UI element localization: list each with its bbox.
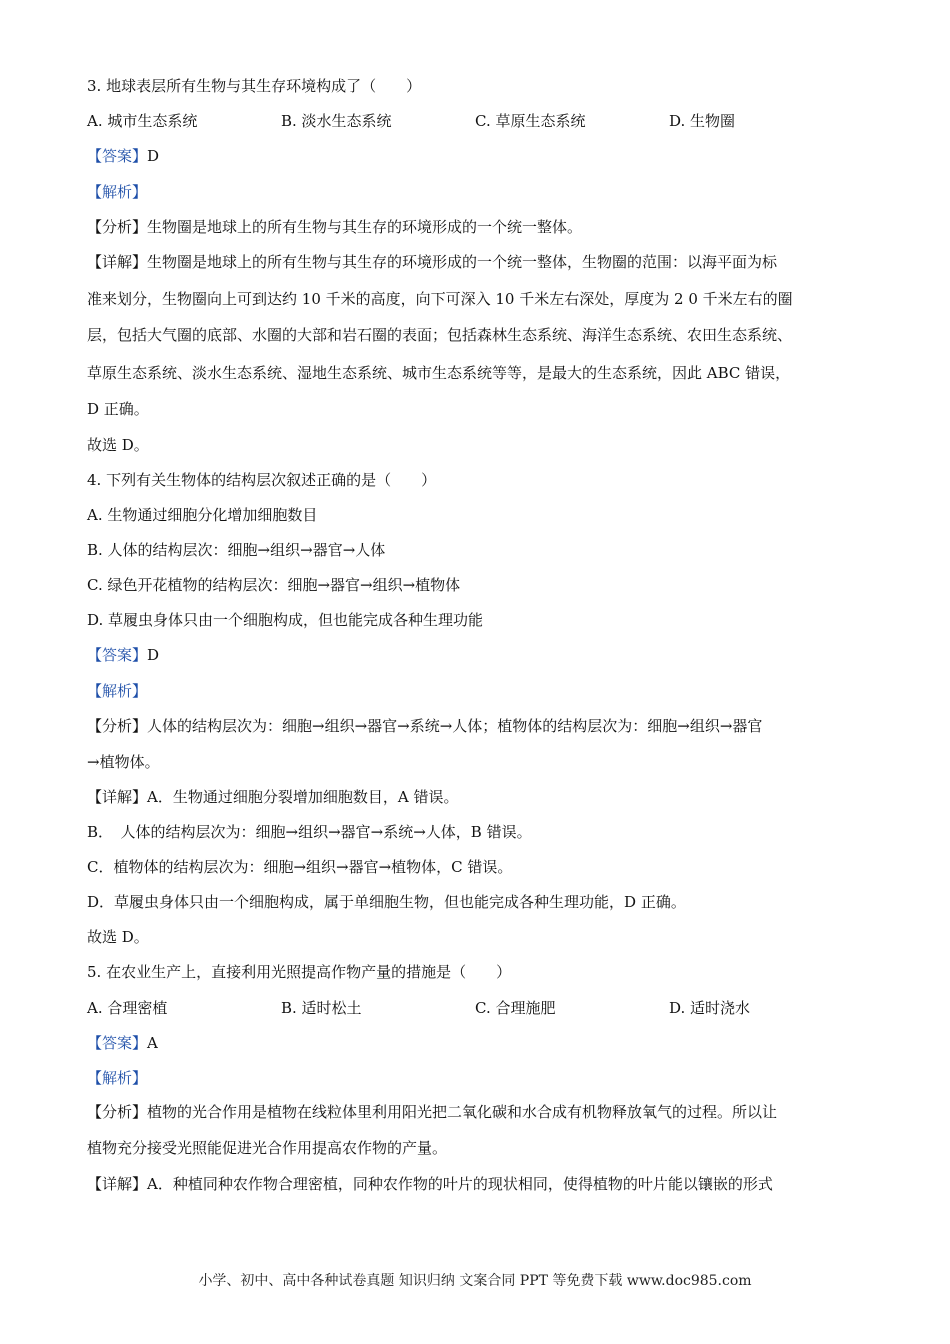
q5-fenxi-line-2: 植物充分接受光照能促进光合作用提高农作物的产量。	[87, 1139, 448, 1157]
fenxi-text: 人体的结构层次为：细胞→组织→器官→系统→人体；植物体的结构层次为：细胞→组织→器官	[147, 717, 763, 735]
answer-tag: 【答案】	[87, 1034, 148, 1052]
q4-conclusion: 故选 D。	[87, 928, 149, 946]
q5-answer	[87, 1033, 158, 1053]
q4-xiangjie-b: B． 人体的结构层次为：细胞→组织→器官→系统→人体，B 错误。	[87, 823, 532, 841]
xiangjie-text: A．生物通过细胞分裂增加细胞数目，A 错误。	[147, 788, 459, 806]
q5-option-a: A. 合理密植	[87, 999, 168, 1017]
q5-option-b: B. 适时松土	[281, 999, 362, 1017]
q5-option-c: C. 合理施肥	[475, 999, 556, 1017]
fenxi-tag: 【分析】	[87, 717, 148, 735]
q4-xiangjie-c: C．植物体的结构层次为：细胞→组织→器官→植物体，C 错误。	[87, 858, 513, 876]
q3-xiangjie-line-5: D 正确。	[87, 400, 149, 418]
q3-option-a: A. 城市生态系统	[87, 112, 198, 130]
q4-option-b: B. 人体的结构层次：细胞→组织→器官→人体	[87, 541, 386, 559]
q4-xiangjie-d: D．草履虫身体只由一个细胞构成，属于单细胞生物，但也能完成各种生理功能，D 正确。	[87, 893, 686, 911]
q4-option-a: A. 生物通过细胞分化增加细胞数目	[87, 506, 318, 524]
answer-tag: 【答案】	[87, 646, 148, 664]
xiangjie-tag: 【详解】	[87, 788, 148, 806]
q3-option-b: B. 淡水生态系统	[281, 112, 392, 130]
q4-option-d: D. 草履虫身体只由一个细胞构成，但也能完成各种生理功能	[87, 611, 484, 629]
q3-option-c: C. 草原生态系统	[475, 112, 586, 130]
q4-xiangjie-a	[87, 787, 458, 807]
q3-conclusion: 故选 D。	[87, 436, 149, 454]
fenxi-tag: 【分析】	[87, 1103, 148, 1121]
q3-analysis-tag: 【解析】	[87, 183, 148, 201]
answer-tag: 【答案】	[87, 147, 148, 165]
answer-value: D	[147, 646, 160, 664]
q5-analysis-tag: 【解析】	[87, 1069, 148, 1087]
q4-option-c: C. 绿色开花植物的结构层次：细胞→器官→组织→植物体	[87, 576, 461, 594]
q4-answer	[87, 645, 159, 665]
q3-fenxi	[87, 217, 582, 237]
xiangjie-text: A．种植同种农作物合理密植，同种农作物的叶片的现状相同，使得植物的叶片能以镶嵌的形式	[147, 1175, 773, 1193]
q3-xiangjie-line-3: 层，包括大气圈的底部、水圈的大部和岩石圈的表面；包括森林生态系统、海洋生态系统、农田生态系统、	[87, 326, 793, 344]
q3-answer	[87, 146, 159, 166]
xiangjie-tag: 【详解】	[87, 1175, 148, 1193]
q5-option-d: D. 适时浇水	[669, 999, 751, 1017]
page-footer: 小学、初中、高中各种试卷真题 知识归纳 文案合同 PPT 等免费下载 www.doc985.com	[198, 1273, 752, 1289]
q3-option-d: D. 生物圈	[669, 112, 736, 130]
answer-value: A	[147, 1034, 158, 1052]
xiangjie-tag: 【详解】	[87, 253, 148, 271]
answer-value: D	[147, 147, 160, 165]
q4-fenxi-line-2: →植物体。	[87, 753, 160, 771]
q3-xiangjie-line-2: 准来划分，生物圈向上可到达约 10 千米的高度，向下可深入 10 千米左右深处，厚度为 2 0 千米左右的圈	[87, 290, 793, 308]
question-4-stem: 4. 下列有关生物体的结构层次叙述正确的是（ ）	[87, 471, 437, 489]
q4-analysis-tag: 【解析】	[87, 682, 148, 700]
xiangjie-text: 生物圈是地球上的所有生物与其生存的环境形成的一个统一整体，生物圈的范围：以海平面为标	[147, 253, 778, 271]
q5-fenxi-line-1	[87, 1102, 777, 1122]
q3-xiangjie-line-1	[87, 252, 777, 272]
q5-xiangjie-a	[87, 1174, 773, 1194]
q3-xiangjie-line-4: 草原生态系统、淡水生态系统、湿地生态系统、城市生态系统等等，是最大的生态系统，因此 ABC 错误，	[87, 364, 791, 382]
question-5-stem: 5. 在农业生产上，直接利用光照提高作物产量的措施是（ ）	[87, 963, 512, 981]
fenxi-tag: 【分析】	[87, 218, 148, 236]
fenxi-text: 植物的光合作用是植物在线粒体里利用阳光把二氧化碳和水合成有机物释放氧气的过程。所以让	[147, 1103, 778, 1121]
fenxi-text: 生物圈是地球上的所有生物与其生存的环境形成的一个统一整体。	[147, 218, 583, 236]
question-3-stem: 3. 地球表层所有生物与其生存环境构成了（ ）	[87, 77, 422, 95]
q4-fenxi-line-1	[87, 716, 762, 736]
